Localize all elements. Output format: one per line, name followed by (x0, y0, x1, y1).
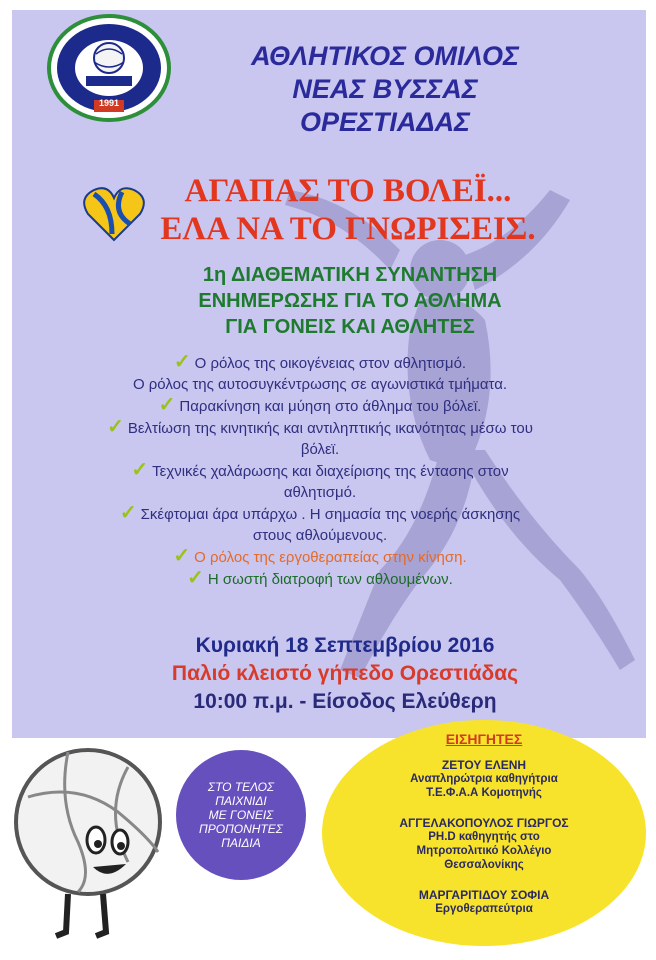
closing-activity-circle: ΣΤΟ ΤΕΛΟΣ ΠΑΙΧΝΙΔΙ ΜΕ ΓΟΝΕΙΣ ΠΡΟΠΟΝΗΤΕΣ ΠΑΙΔΙΑ (176, 750, 306, 880)
check-icon: ✓ (131, 459, 149, 481)
club-line: ΑΘΛΗΤΙΚΟΣ ΟΜΙΛΟΣ (251, 41, 519, 71)
speaker: ΑΓΓΕΛΑΚΟΠΟΥΛΟΣ ΓΙΩΡΓΟΣ PH.D καθηγητής στο Μητροπολιτικό Κολλέγιο Θεσσαλονίκης (399, 816, 569, 871)
event-place: Παλιό κλειστό γήπεδο Ορεστιάδας (171, 662, 519, 685)
meeting-line: ΕΝΗΜΕΡΩΣΗΣ ΓΙΑ ΤΟ ΑΘΛΗΜΑ (198, 290, 502, 312)
topics-list (60, 352, 580, 590)
logo-year: 1991 (98, 98, 120, 108)
list-item: ✓ Ο ρόλος της οικογένειας στον αθλητισμό. (173, 351, 467, 373)
list-item: ✓ Σκέφτομαι άρα υπάρχω . Η σημασία της νοερής άσκησης στους αθλούμενους. (119, 502, 521, 544)
check-icon: ✓ (173, 351, 191, 373)
list-item: ✓ Βελτίωση της κινητικής και αντιληπτικής ικανότητας μέσω του βόλεϊ. (107, 416, 533, 458)
check-icon: ✓ (187, 567, 204, 589)
slogan-line-1: ΑΓΑΠΑΣ ΤΟ ΒΟΛΕΪ... (184, 173, 512, 209)
club-line: ΝΕΑΣ ΒΥΣΣΑΣ (292, 74, 478, 104)
volleyball-mascot (8, 742, 168, 952)
event-info (110, 632, 580, 716)
list-item: ✓ Η σωστή διατροφή των αθλουμένων. (187, 567, 453, 589)
club-line: ΟΡΕΣΤΙΑΔΑΣ (299, 107, 470, 137)
check-icon: ✓ (173, 545, 191, 567)
slogan (128, 172, 568, 248)
meeting-line: ΓΙΑ ΓΟΝΕΙΣ ΚΑΙ ΑΘΛΗΤΕΣ (225, 316, 475, 338)
check-icon: ✓ (107, 416, 124, 438)
meeting-title (140, 262, 560, 340)
slogan-line-2: ΕΛΑ ΝΑ ΤΟ ΓΝΩΡΙΣΕΙΣ. (160, 211, 536, 247)
meeting-line: 1η ΔΙΑΘΕΜΑΤΙΚΗ ΣΥΝΑΝΤΗΣΗ (202, 264, 498, 286)
speaker: ΖΕΤΟΥ ΕΛΕΝΗ Αναπληρώτρια καθηγήτρια Τ.Ε.Φ.Α.Α Κομοτηνής (410, 758, 558, 799)
list-item: ✓ Παρακίνηση και μύηση στο άθλημα του βόλεϊ. (158, 394, 482, 416)
speakers-ellipse (322, 720, 646, 946)
list-item: Ο ρόλος της αυτοσυγκέντρωσης σε αγωνιστικά τμήματα. (132, 376, 508, 393)
speaker: ΜΑΡΓΑΡΙΤΙΔΟΥ ΣΟΦΙΑ Εργοθεραπεύτρια (418, 888, 550, 915)
list-item: ✓ Ο ρόλος της εργοθεραπείας στην κίνηση. (173, 545, 467, 567)
check-icon: ✓ (119, 502, 137, 524)
speakers-title: ΕΙΣΗΓΗΤΕΣ (445, 731, 523, 747)
event-date: Κυριακή 18 Σεπτεμβρίου 2016 (195, 634, 495, 657)
check-icon: ✓ (158, 394, 176, 416)
event-time: 10:00 π.μ. - Είσοδος Ελεύθερη (193, 690, 497, 713)
club-name (210, 40, 560, 139)
list-item: ✓ Τεχνικές χαλάρωσης και διαχείρισης της έντασης στον αθλητισμό. (131, 459, 509, 501)
